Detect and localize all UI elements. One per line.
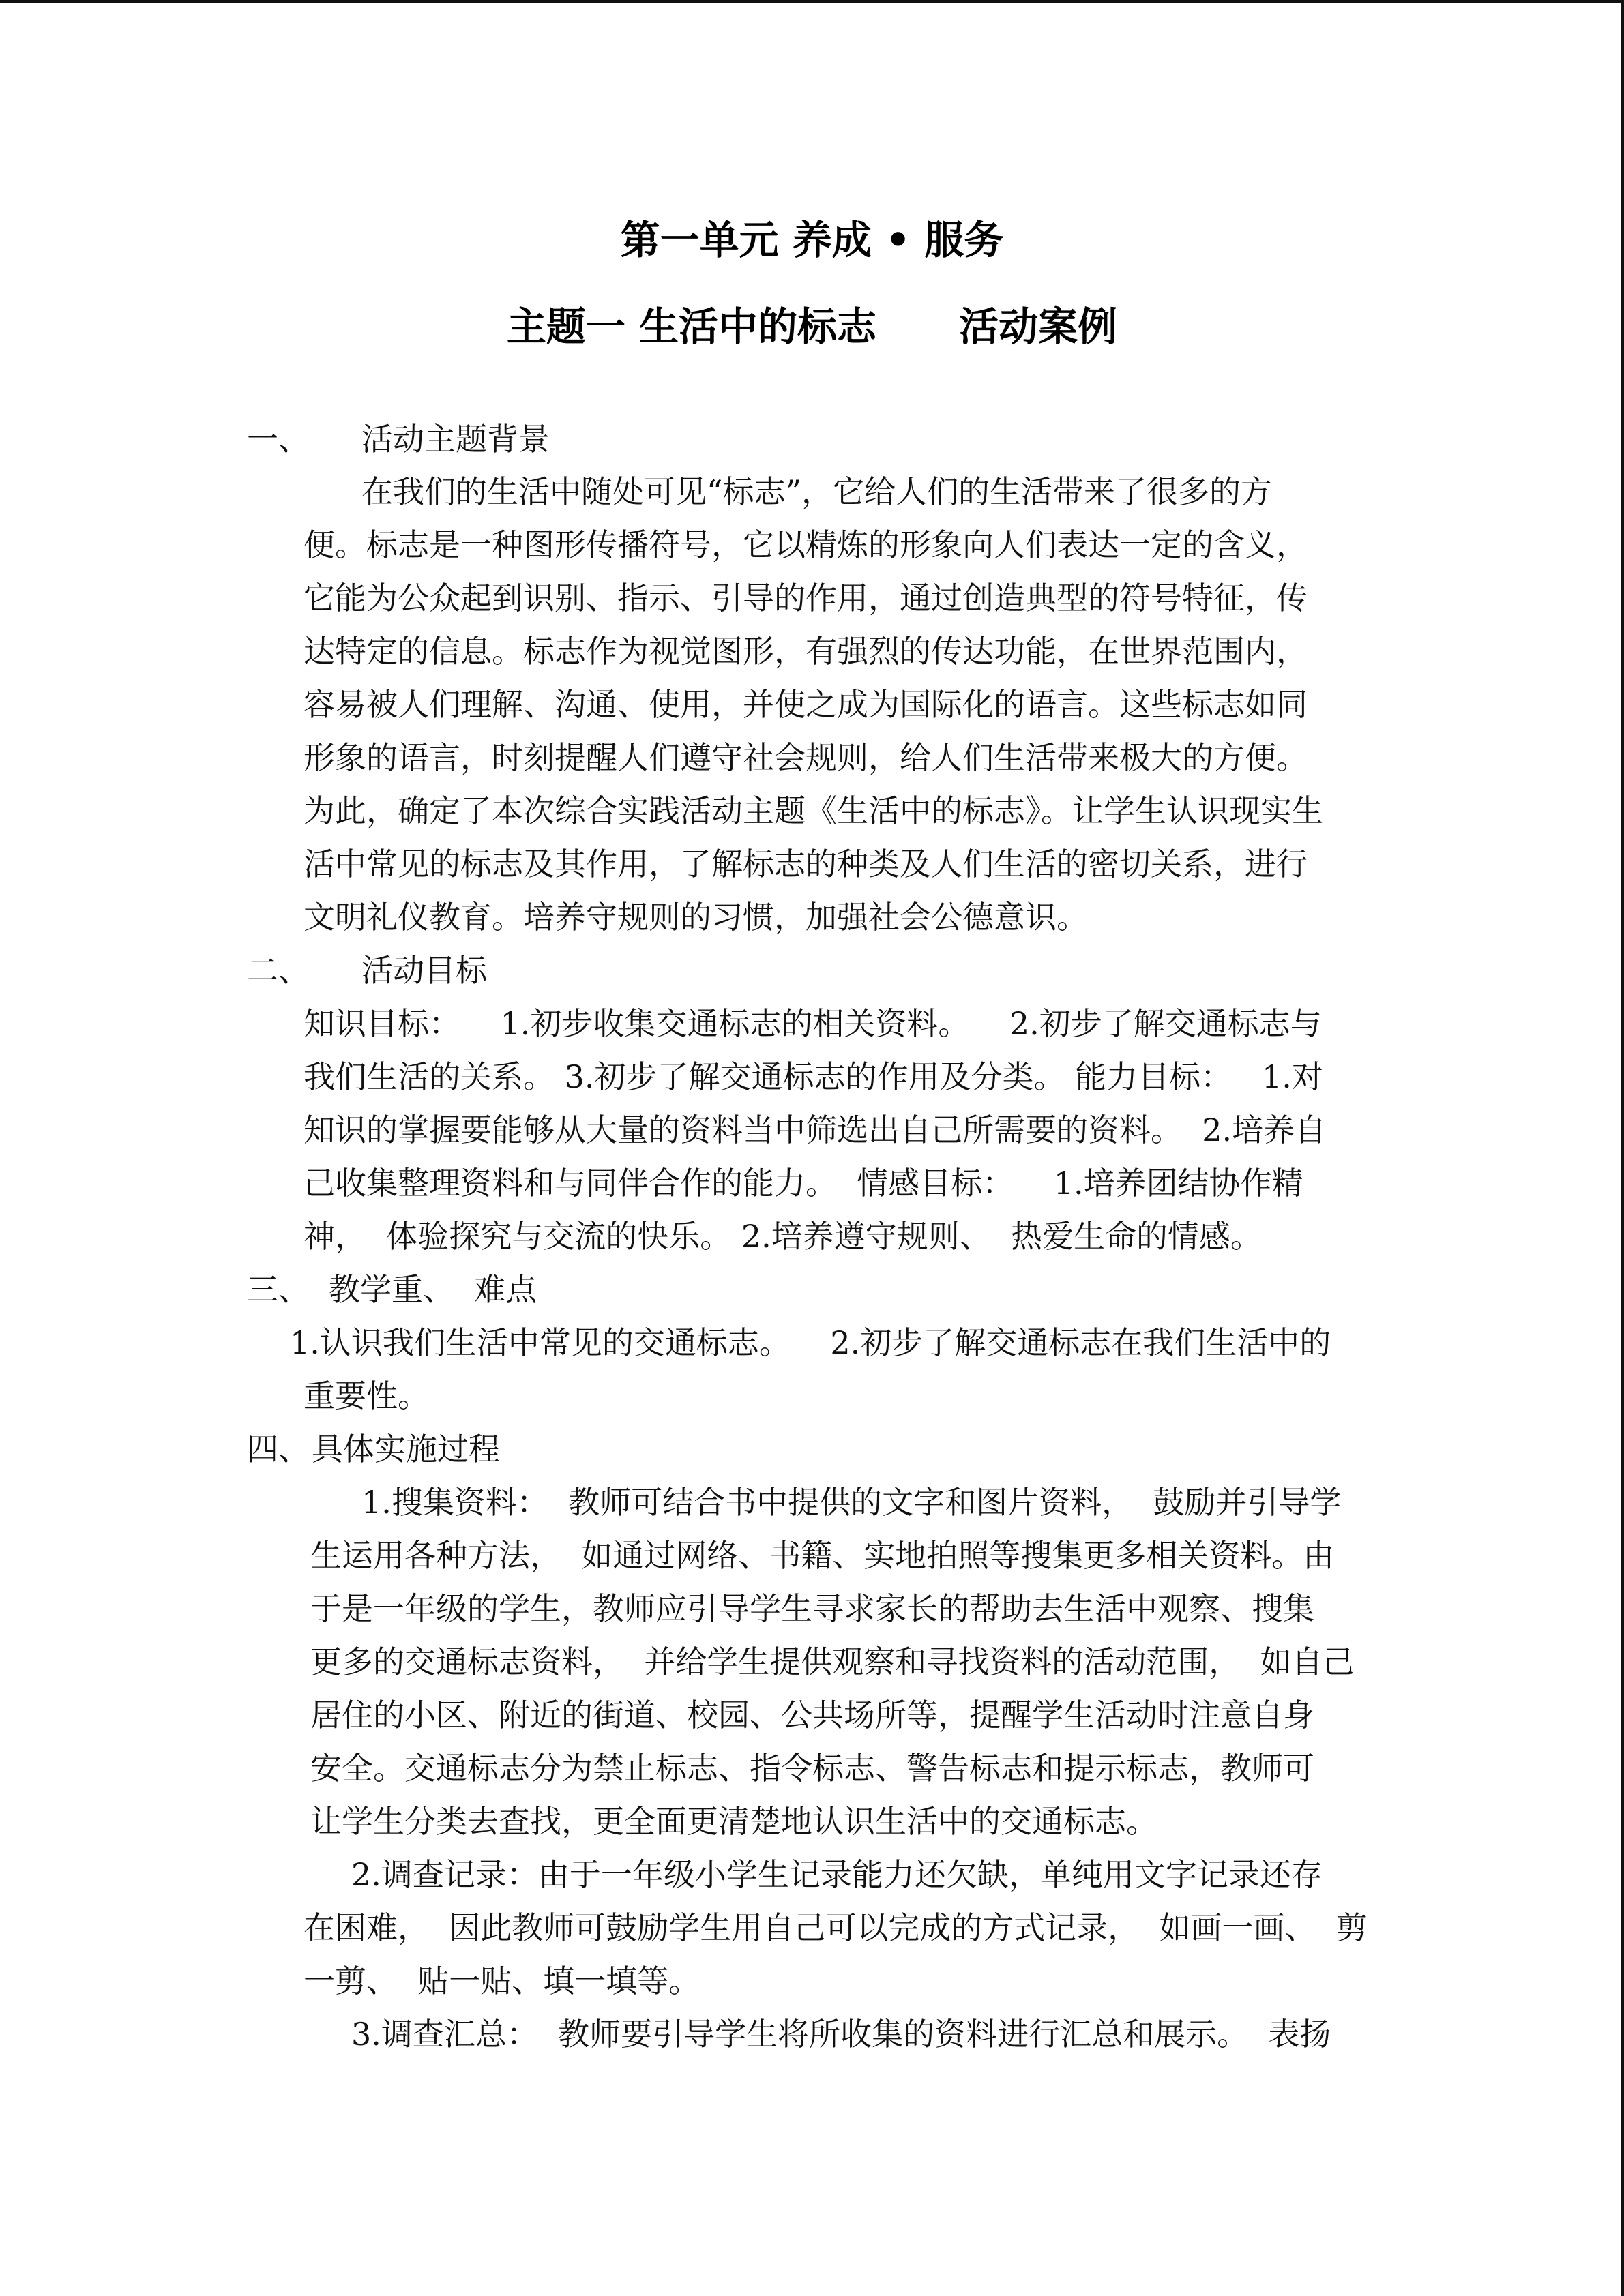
paragraph-line: 在我们的生活中随处可见“标志”，它给人们的生活带来了很多的方 [361,473,1273,510]
paragraph-line: 它能为公众起到识别、指示、引导的作用，通过创造典型的符号特征，传 [304,580,1308,616]
paragraph-line: 1.认识我们生活中常见的交通标志。 2.初步了解交通标志在我们生活中的 [290,1324,1331,1361]
section-number: 三、 [247,1271,310,1308]
paragraph-line: 知识目标： 1.初步收集交通标志的相关资料。 2.初步了解交通标志与 [304,1005,1322,1042]
paragraph-line: 居住的小区、附近的街道、校园、公共场所等，提醒学生活动时注意自身 [310,1697,1314,1733]
section-number: 二、 [247,952,310,989]
unit-title: 第一单元 养成 • 服务 [620,217,1004,263]
paragraph-line: 形象的语言，时刻提醒人们遵守社会规则，给人们生活带来极大的方便。 [304,739,1308,776]
paragraph-line: 安全。交通标志分为禁止标志、指令标志、警告标志和提示标志，教师可 [310,1750,1314,1787]
paragraph-line: 在困难， 因此教师可鼓励学生用自己可以完成的方式记录， 如画一画、 剪 [304,1909,1368,1946]
paragraph-line: 更多的交通标志资料， 并给学生提供观察和寻找资料的活动范围， 如自己 [310,1643,1355,1680]
paragraph-line: 1.搜集资料： 教师可结合书中提供的文字和图片资料， 鼓励并引导学 [361,1484,1342,1521]
paragraph-line: 为此，确定了本次综合实践活动主题《生活中的标志》。让学生认识现实生 [304,792,1323,829]
paragraph-line: 己收集整理资料和与同伴合作的能力。 情感目标： 1.培养团结协作精 [304,1165,1303,1202]
paragraph-line: 于是一年级的学生，教师应引导学生寻求家长的帮助去生活中观察、搜集 [310,1590,1314,1627]
paragraph-line: 达特定的信息。标志作为视觉图形，有强烈的传达功能，在世界范围内， [304,633,1308,670]
paragraph-line: 一剪、 贴一贴、填一填等。 [304,1963,700,1999]
topic-title: 主题一 生活中的标志 活动案例 [506,303,1118,350]
section-number: 一、 [247,421,310,458]
section-heading: 教学重、 难点 [329,1271,537,1308]
paragraph-line: 知识的掌握要能够从大量的资料当中筛选出自己所需要的资料。 2.培养自 [304,1112,1327,1148]
paragraph-line: 活中常见的标志及其作用，了解标志的种类及人们生活的密切关系，进行 [304,846,1308,882]
paragraph-line: 我们生活的关系。 3.初步了解交通标志的作用及分类。 能力目标： 1.对 [304,1058,1323,1095]
paragraph-line: 重要性。 [304,1377,429,1414]
section-heading: 活动主题背景 [361,421,550,458]
paragraph-line: 神， 体验探究与交流的快乐。 2.培养遵守规则、 热爱生命的情感。 [304,1218,1262,1255]
section-number: 四、 [247,1431,310,1467]
paragraph-line: 容易被人们理解、沟通、使用，并使之成为国际化的语言。这些标志如同 [304,686,1308,723]
section-heading: 活动目标 [361,952,487,989]
paragraph-line: 便。标志是一种图形传播符号，它以精炼的形象向人们表达一定的含义， [304,526,1308,563]
paragraph-line: 生运用各种方法， 如通过网络、书籍、实地拍照等搜集更多相关资料。由 [310,1537,1335,1574]
paragraph-line: 2.调查记录：由于一年级小学生记录能力还欠缺，单纯用文字记录还存 [351,1856,1323,1893]
paragraph-line: 文明礼仪教育。培养守规则的习惯，加强社会公德意识。 [304,899,1088,936]
paragraph-line: 3.调查汇总： 教师要引导学生将所收集的资料进行汇总和展示。 表扬 [351,2016,1331,2053]
paragraph-line: 让学生分类去查找，更全面更清楚地认识生活中的交通标志。 [310,1803,1157,1840]
section-heading: 具体实施过程 [312,1431,500,1467]
